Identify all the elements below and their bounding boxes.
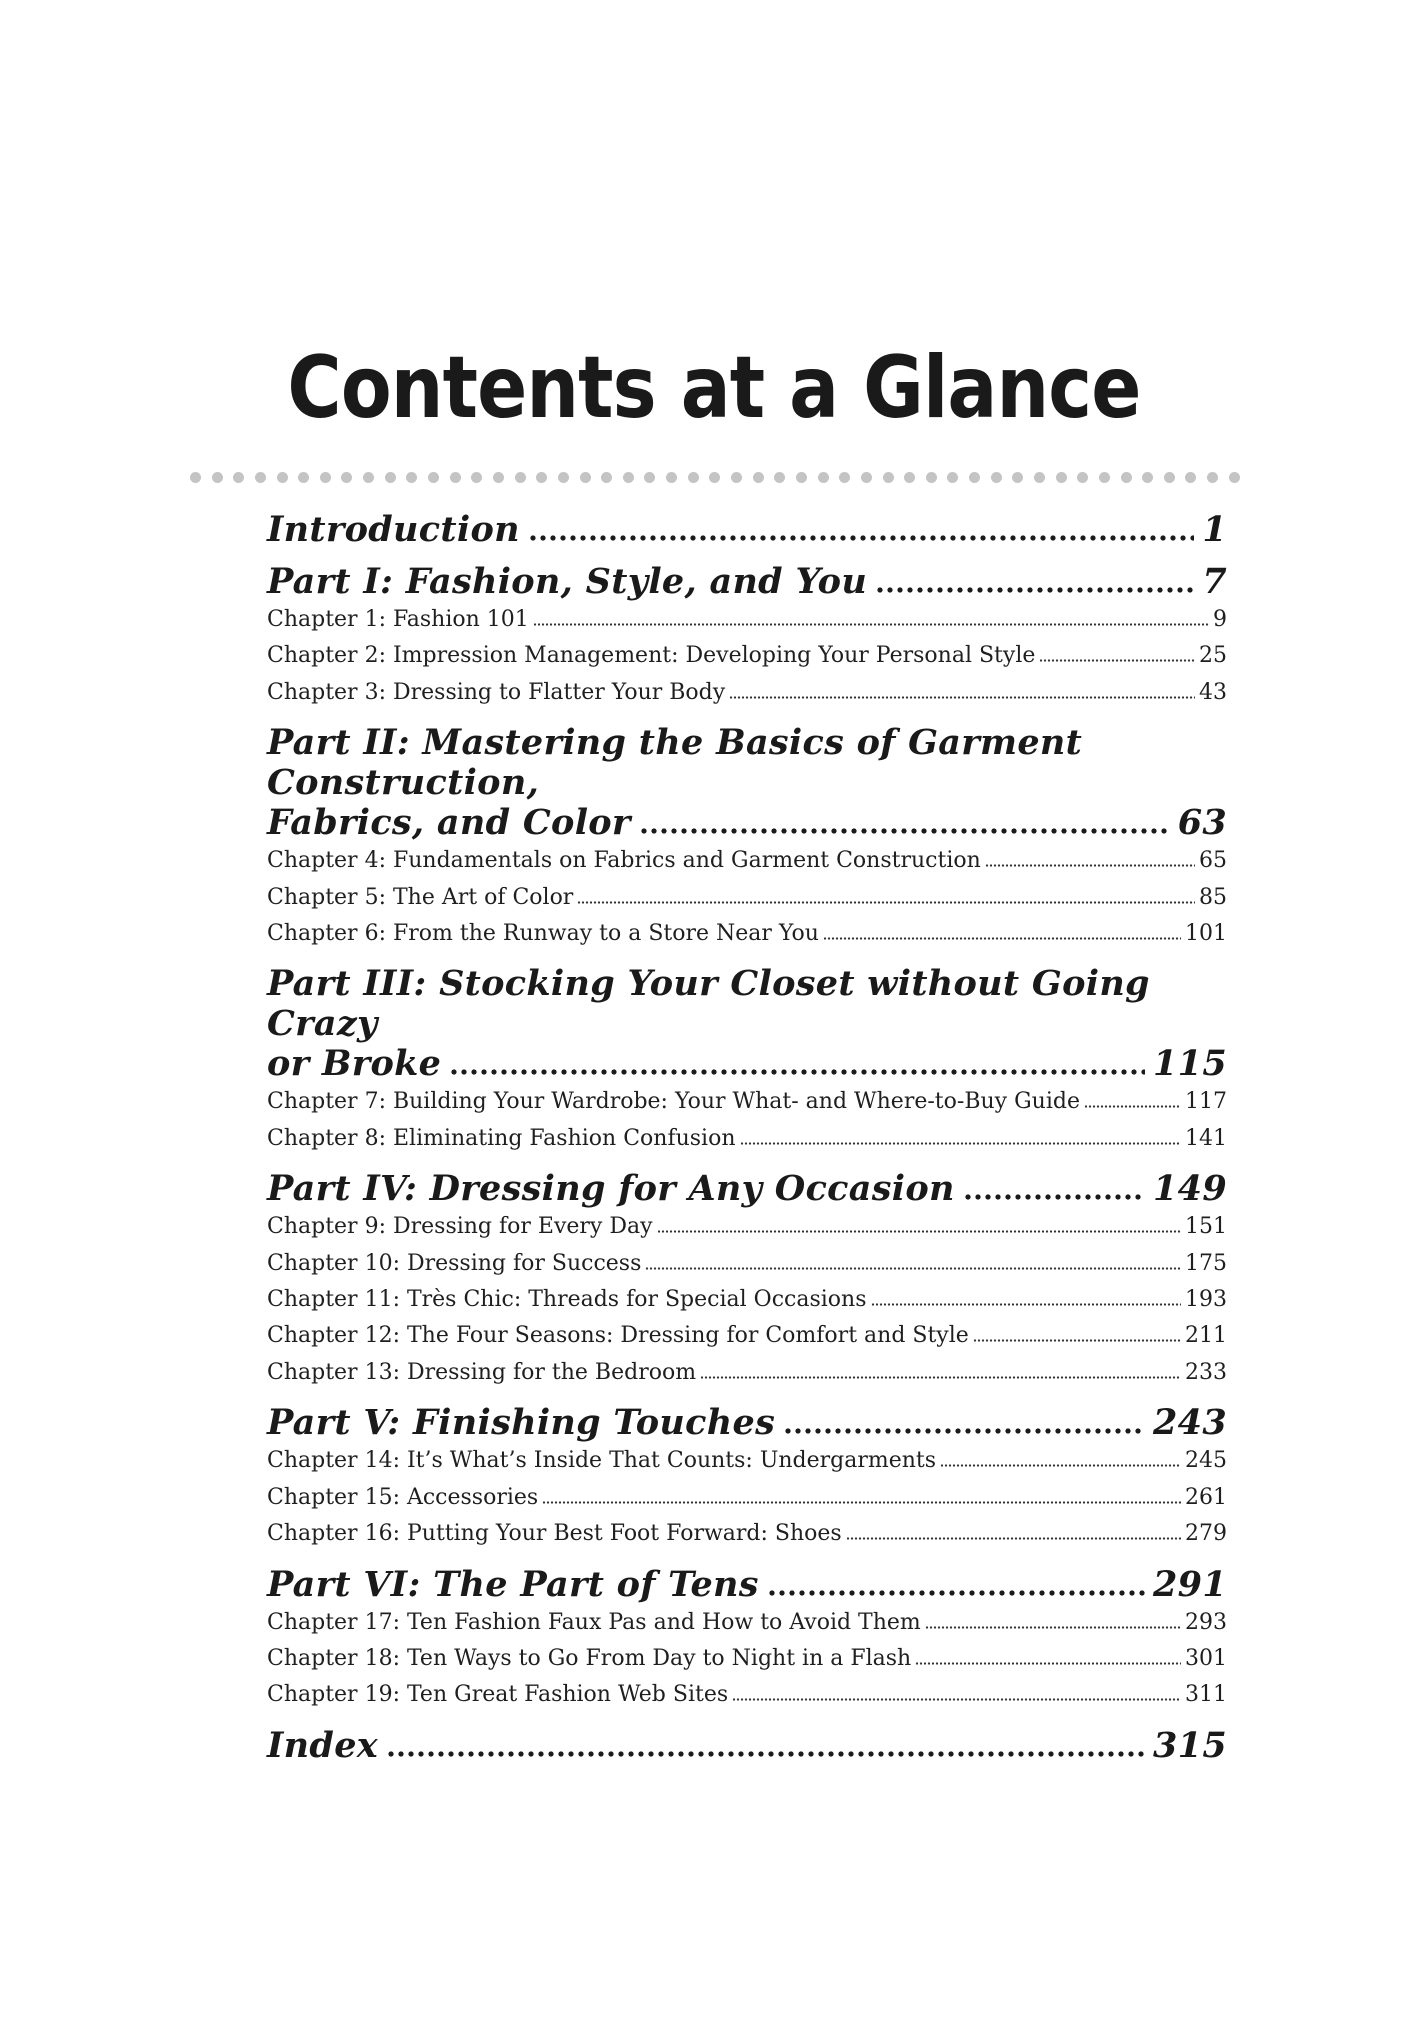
chapter-page-number: 65 <box>1199 848 1227 874</box>
divider-dot <box>753 472 764 483</box>
chapter-title: Chapter 19: Ten Great Fashion Web Sites <box>267 1682 729 1708</box>
divider-dot <box>1164 472 1175 483</box>
chapter-title: Chapter 8: Eliminating Fashion Confusion <box>267 1125 736 1151</box>
divider-dot <box>839 472 850 483</box>
part-page-number: 115 <box>1153 1043 1227 1085</box>
chapter-page-number: 9 <box>1213 607 1227 632</box>
divider-dot <box>774 472 785 483</box>
dot-leader <box>533 623 1209 626</box>
divider-dot <box>428 472 439 483</box>
dot-leader <box>973 1339 1181 1342</box>
divider-dot <box>190 472 201 483</box>
divider-dot <box>580 472 591 483</box>
divider-dot <box>1056 472 1067 483</box>
part-page-number: 315 <box>1153 1724 1227 1766</box>
divider-dot <box>796 472 807 483</box>
dot-leader <box>963 1194 1145 1200</box>
chapter-title: Chapter 5: The Art of Color <box>267 884 574 910</box>
chapter-page-number: 245 <box>1185 1448 1227 1474</box>
chapter-title: Chapter 16: Putting Your Best Foot Forward: Shoes <box>267 1521 842 1547</box>
chapter-page-number: 43 <box>1199 679 1227 705</box>
toc-chapter[interactable] <box>267 880 1227 916</box>
divider-dot <box>363 472 374 483</box>
page-title: Contents at a Glance <box>287 338 1141 438</box>
dot-leader <box>700 1376 1181 1379</box>
chapter-title: Chapter 1: Fashion 101 <box>267 607 529 632</box>
dotted-divider <box>190 470 1240 484</box>
part-title: or Broke <box>267 1043 442 1085</box>
toc-chapter[interactable] <box>267 1641 1227 1677</box>
chapter-title: Chapter 17: Ten Fashion Faux Pas and How to Avoid Them <box>267 1609 921 1635</box>
dot-leader <box>732 1698 1181 1701</box>
chapter-page-number: 301 <box>1185 1645 1227 1671</box>
chapter-page-number: 141 <box>1185 1125 1227 1151</box>
chapter-page-number: 151 <box>1185 1214 1227 1240</box>
dot-leader <box>386 1751 1145 1757</box>
chapter-title: Chapter 10: Dressing for Success <box>267 1250 642 1276</box>
chapter-page-number: 175 <box>1185 1250 1227 1276</box>
toc-chapter[interactable] <box>267 1282 1227 1318</box>
toc-chapter[interactable] <box>267 1121 1227 1157</box>
dot-leader <box>639 828 1170 834</box>
toc-chapter[interactable] <box>267 1318 1227 1354</box>
chapter-title: Chapter 12: The Four Seasons: Dressing for Comfort and Style <box>267 1323 969 1349</box>
chapter-page-number: 293 <box>1185 1609 1227 1635</box>
table-of-contents <box>267 510 1227 1766</box>
chapter-title: Chapter 9: Dressing for Every Day <box>267 1214 653 1240</box>
part-title: Index <box>267 1724 378 1766</box>
divider-dot <box>883 472 894 483</box>
toc-chapter[interactable] <box>267 1084 1227 1120</box>
divider-dot <box>623 472 634 483</box>
dot-leader <box>449 1069 1145 1075</box>
chapter-title: Chapter 7: Building Your Wardrobe: Your What- and Where-to-Buy Guide <box>267 1089 1080 1115</box>
divider-dot <box>341 472 352 483</box>
part-title: Part II: Mastering the Basics of Garment Construction, <box>267 722 1083 804</box>
divider-dot <box>212 472 223 483</box>
toc-part[interactable] <box>267 723 1227 843</box>
divider-dot <box>1121 472 1132 483</box>
dot-leader <box>645 1267 1181 1270</box>
toc-chapter[interactable] <box>267 916 1227 952</box>
divider-dot <box>471 472 482 483</box>
part-page-number: 63 <box>1177 802 1227 844</box>
chapter-page-number: 85 <box>1199 884 1227 910</box>
divider-dot <box>1034 472 1045 483</box>
toc-part[interactable] <box>267 1169 1227 1209</box>
divider-dot <box>666 472 677 483</box>
chapter-title: Chapter 11: Très Chic: Threads for Special Occasions <box>267 1287 867 1313</box>
dot-leader <box>846 1537 1181 1540</box>
dot-leader <box>542 1501 1181 1504</box>
divider-dot <box>926 472 937 483</box>
dot-leader <box>528 535 1194 541</box>
chapter-page-number: 261 <box>1185 1484 1227 1510</box>
divider-dot <box>320 472 331 483</box>
dot-leader <box>577 901 1195 904</box>
part-page-number: 7 <box>1202 561 1227 602</box>
dot-leader <box>985 864 1195 867</box>
chapter-page-number: 25 <box>1199 643 1227 669</box>
chapter-page-number: 193 <box>1185 1287 1227 1313</box>
dot-leader <box>767 1590 1145 1596</box>
divider-dot <box>1207 472 1218 483</box>
divider-dot <box>298 472 309 483</box>
divider-dot <box>644 472 655 483</box>
dot-leader <box>1084 1105 1181 1108</box>
divider-dot <box>947 472 958 483</box>
toc-chapter[interactable] <box>267 638 1227 674</box>
part-title: Part I: Fashion, Style, and You <box>267 561 868 602</box>
chapter-page-number: 233 <box>1185 1359 1227 1385</box>
part-title: Part IV: Dressing for Any Occasion <box>267 1168 955 1210</box>
divider-dot <box>385 472 396 483</box>
dot-leader <box>925 1626 1181 1629</box>
part-page-number: 243 <box>1153 1402 1227 1444</box>
divider-dot <box>233 472 244 483</box>
toc-part[interactable] <box>267 1403 1227 1443</box>
toc-chapter[interactable] <box>267 1677 1227 1713</box>
chapter-title: Chapter 14: It’s What’s Inside That Counts: Undergarments <box>267 1448 937 1474</box>
divider-dot <box>515 472 526 483</box>
divider-dot <box>277 472 288 483</box>
chapter-page-number: 101 <box>1185 921 1227 947</box>
part-title: Part V: Finishing Touches <box>267 1402 776 1444</box>
toc-part[interactable] <box>267 510 1227 550</box>
divider-dot <box>731 472 742 483</box>
dot-leader <box>740 1142 1182 1145</box>
chapter-page-number: 279 <box>1185 1521 1227 1547</box>
part-page-number: 149 <box>1153 1168 1227 1210</box>
dot-leader <box>940 1464 1181 1467</box>
toc-chapter[interactable] <box>267 843 1227 879</box>
divider-dot <box>493 472 504 483</box>
toc-chapter[interactable] <box>267 1443 1227 1479</box>
part-title: Introduction <box>267 509 520 550</box>
chapter-title: Chapter 13: Dressing for the Bedroom <box>267 1359 697 1385</box>
toc-part[interactable] <box>267 1565 1227 1605</box>
dot-leader <box>875 587 1194 593</box>
toc-chapter[interactable] <box>267 1516 1227 1552</box>
toc-chapter[interactable] <box>267 675 1227 711</box>
chapter-title: Chapter 6: From the Runway to a Store Near You <box>267 921 819 947</box>
chapter-title: Chapter 18: Ten Ways to Go From Day to Night in a Flash <box>267 1645 912 1671</box>
divider-dot <box>601 472 612 483</box>
dot-leader <box>783 1428 1145 1434</box>
divider-dot <box>861 472 872 483</box>
divider-dot <box>1012 472 1023 483</box>
chapter-title: Chapter 3: Dressing to Flatter Your Body <box>267 679 726 705</box>
part-page-number: 1 <box>1202 509 1227 550</box>
divider-dot <box>969 472 980 483</box>
part-title: Part VI: The Part of Tens <box>267 1563 759 1605</box>
dot-leader <box>871 1303 1182 1306</box>
chapter-page-number: 311 <box>1185 1682 1227 1708</box>
toc-chapter[interactable] <box>267 1480 1227 1516</box>
chapter-page-number: 117 <box>1185 1089 1227 1115</box>
chapter-title: Chapter 15: Accessories <box>267 1484 539 1510</box>
chapter-title: Chapter 4: Fundamentals on Fabrics and Garment Construction <box>267 848 981 874</box>
divider-dot <box>558 472 569 483</box>
toc-chapter[interactable] <box>267 602 1227 638</box>
dot-leader <box>657 1230 1181 1233</box>
dot-leader <box>1039 659 1195 662</box>
dot-leader <box>915 1662 1181 1665</box>
divider-dot <box>904 472 915 483</box>
toc-chapter[interactable] <box>267 1355 1227 1391</box>
part-title: Part III: Stocking Your Closet without Going Crazy <box>267 963 1150 1045</box>
divider-dot <box>1099 472 1110 483</box>
divider-dot <box>406 472 417 483</box>
dot-leader <box>823 937 1181 940</box>
divider-dot <box>1185 472 1196 483</box>
part-page-number: 291 <box>1153 1563 1227 1605</box>
divider-dot <box>818 472 829 483</box>
divider-dot <box>450 472 461 483</box>
toc-part[interactable] <box>267 562 1227 602</box>
divider-dot <box>255 472 266 483</box>
dot-leader <box>729 696 1195 699</box>
divider-dot <box>688 472 699 483</box>
divider-dot <box>991 472 1002 483</box>
toc-chapter[interactable] <box>267 1605 1227 1641</box>
divider-dot <box>709 472 720 483</box>
toc-chapter[interactable] <box>267 1209 1227 1245</box>
chapter-page-number: 211 <box>1185 1323 1227 1349</box>
toc-part[interactable] <box>267 1726 1227 1766</box>
part-title: Fabrics, and Color <box>267 802 631 844</box>
divider-dot <box>1229 472 1240 483</box>
divider-dot <box>536 472 547 483</box>
toc-part[interactable] <box>267 964 1227 1084</box>
toc-chapter[interactable] <box>267 1246 1227 1282</box>
divider-dot <box>1077 472 1088 483</box>
chapter-title: Chapter 2: Impression Management: Developing Your Personal Style <box>267 643 1036 669</box>
divider-dot <box>1142 472 1153 483</box>
